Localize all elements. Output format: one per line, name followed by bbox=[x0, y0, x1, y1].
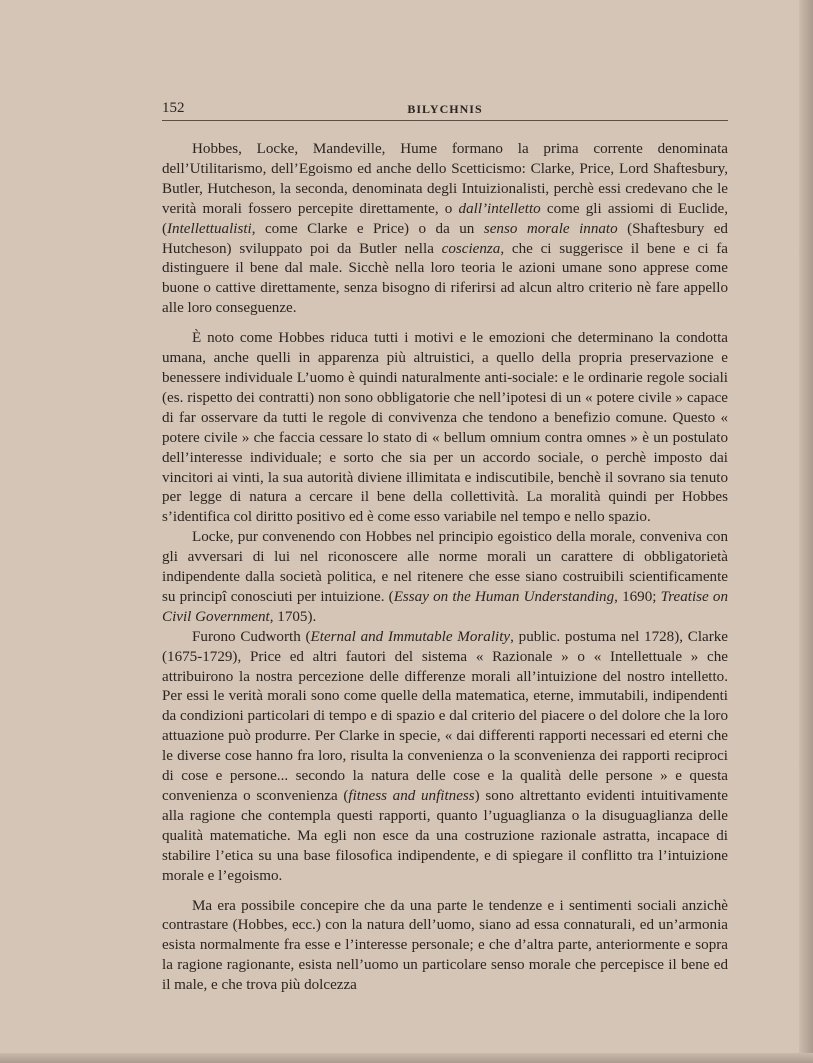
text-run: ) sono altrettanto evidenti intuitivamente alla ragione che contempla questi rapporti, quanto l’uguaglianza o la disuguaglianza delle qualità matematiche. Ma egli non esce da una costruzione razionale astratta, incapace di stabilire l’etica su una base filosofica indipendente, e di spiegare il conflitto tra l’intuizione morale e l’egoismo. bbox=[162, 788, 728, 884]
page-edge-bottom bbox=[0, 1053, 813, 1063]
page-edge-right bbox=[799, 0, 813, 1063]
text-run: , 1690; bbox=[614, 588, 661, 605]
italic-text: Intellettualisti bbox=[167, 220, 252, 237]
page-number: 152 bbox=[162, 100, 185, 116]
paragraph bbox=[162, 897, 728, 997]
paragraph bbox=[162, 528, 728, 628]
text-run: come gli assiomi di Euclide, ( bbox=[162, 200, 728, 237]
paragraph bbox=[162, 329, 728, 528]
body-text bbox=[162, 140, 728, 996]
italic-text: Eternal and Immutable Morality bbox=[310, 628, 511, 645]
text-run: Hobbes, Locke, Mandeville, Hume formano la prima corrente denominata dell’Utilitarismo, dell’Egoismo ed anche dello Scetticismo: Clarke, Price, Lord Shaftesbury, Butler, Hutcheson, la seconda, denominata degli Intuizionalisti, perchè essi credevano che le verità morali fossero percepite direttamente, o bbox=[162, 141, 728, 217]
italic-text: senso morale innato bbox=[483, 220, 618, 237]
text-run: , come Clarke e Price) o da un bbox=[251, 220, 484, 237]
italic-text: fitness and unfitness bbox=[348, 788, 475, 804]
paragraph bbox=[162, 628, 728, 887]
text-run: È noto come Hobbes riduca tutti i motivi e le emozioni che determinano la condotta umana, anche quelli in apparenza più altruistici, a quello della propria preservazione e benessere individuale L’uomo è quindi naturalmente anti-sociale: e le ordinarie regole sociali (es. rispetto dei contratti) non sono obbligatorie che nell’ipotesi di un « potere civile » capace di far osservare da tutti le regole di convivenza che tendono a benefizio comune. Questo « potere civile » che faccia cessare lo stato di « bellum omnium contra omnes » è un postulato dell’interesse individuale; e sorto che sia per un accordo sociale, o perchè imposto dai vincitori ai vinti, la sua autorità diviene illimitata e indiscutibile, benchè il sovrano sia tenuto per legge di natura a cercare il bene della collettività. La moralità quindi per Hobbes s’identifica col diritto positivo ed è come esso variabile nel tempo e nello spazio. bbox=[162, 330, 728, 526]
italic-text: Treatise on Civil Government bbox=[162, 588, 728, 625]
italic-text: Essay on the Human Understanding bbox=[393, 588, 615, 605]
paragraph bbox=[162, 140, 728, 319]
text-run: (Shaftesbury ed Hutcheson) sviluppato poi da Butler nella bbox=[162, 220, 728, 257]
page-header bbox=[162, 100, 728, 121]
italic-text: dall’intelletto bbox=[458, 200, 541, 217]
text-run: , che ci suggerisce il bene e ci fa distinguere il bene dal male. Sicchè nella loro teoria le azioni umane sono apprese come buone o cattive direttamente, senza bisogno di riferirsi ad alcun altro criterio nè fare appello alle loro conseguenze. bbox=[162, 240, 729, 317]
running-head: BILYCHNIS bbox=[407, 102, 483, 116]
text-run: Furono Cudworth ( bbox=[192, 628, 311, 645]
italic-text: coscienza bbox=[441, 240, 501, 257]
text-run: , public. postuma nel 1728), Clarke (1675-1729), Price ed altri fautori del sistema « Razionale » o « Intellettuale » che attribuirono la nostra percezione delle differenze morali all’intuizione del nostro intelletto. Per essi le verità morali sono come quelle della matematica, eterne, immutabili, indipendenti da condizioni particolari di tempo e di spazio e dal criterio del piacere o del dolore che la loro attuazione può produrre. Per Clarke in specie, « dai differenti rapporti necessari ed eterni che le diverse cose hanno fra loro, risulta la convenienza o la sconvenienza dei rapporti reciproci di cose e persone... secondo la natura delle cose e la qualità delle persone » e questa convenienza o sconvenienza ( bbox=[162, 628, 729, 804]
text-run: Locke, pur convenendo con Hobbes nel principio egoistico della morale, conveniva con gli avversari di lui nel riconoscere alle norme morali un carattere di obbligatorietà indipendente dalla società politica, e nel ritenere che esse siano costruibili scientificamente su principî conosciuti per intuizione. ( bbox=[162, 529, 728, 605]
text-run: , 1705). bbox=[269, 608, 317, 625]
text-run: Ma era possibile concepire che da una parte le tendenze e i sentimenti sociali anzichè contrastare (Hobbes, ecc.) con la natura dell’uomo, siano ad essa connaturali, ed un’armonia esista normalmente fra esse e l’interesse personale; e che d’altra parte, anteriormente e sopra la ragione ragionante, esista nell’uomo un particolare senso morale che percepisce il bene ed il male, e che trova più dolcezza bbox=[162, 897, 728, 994]
